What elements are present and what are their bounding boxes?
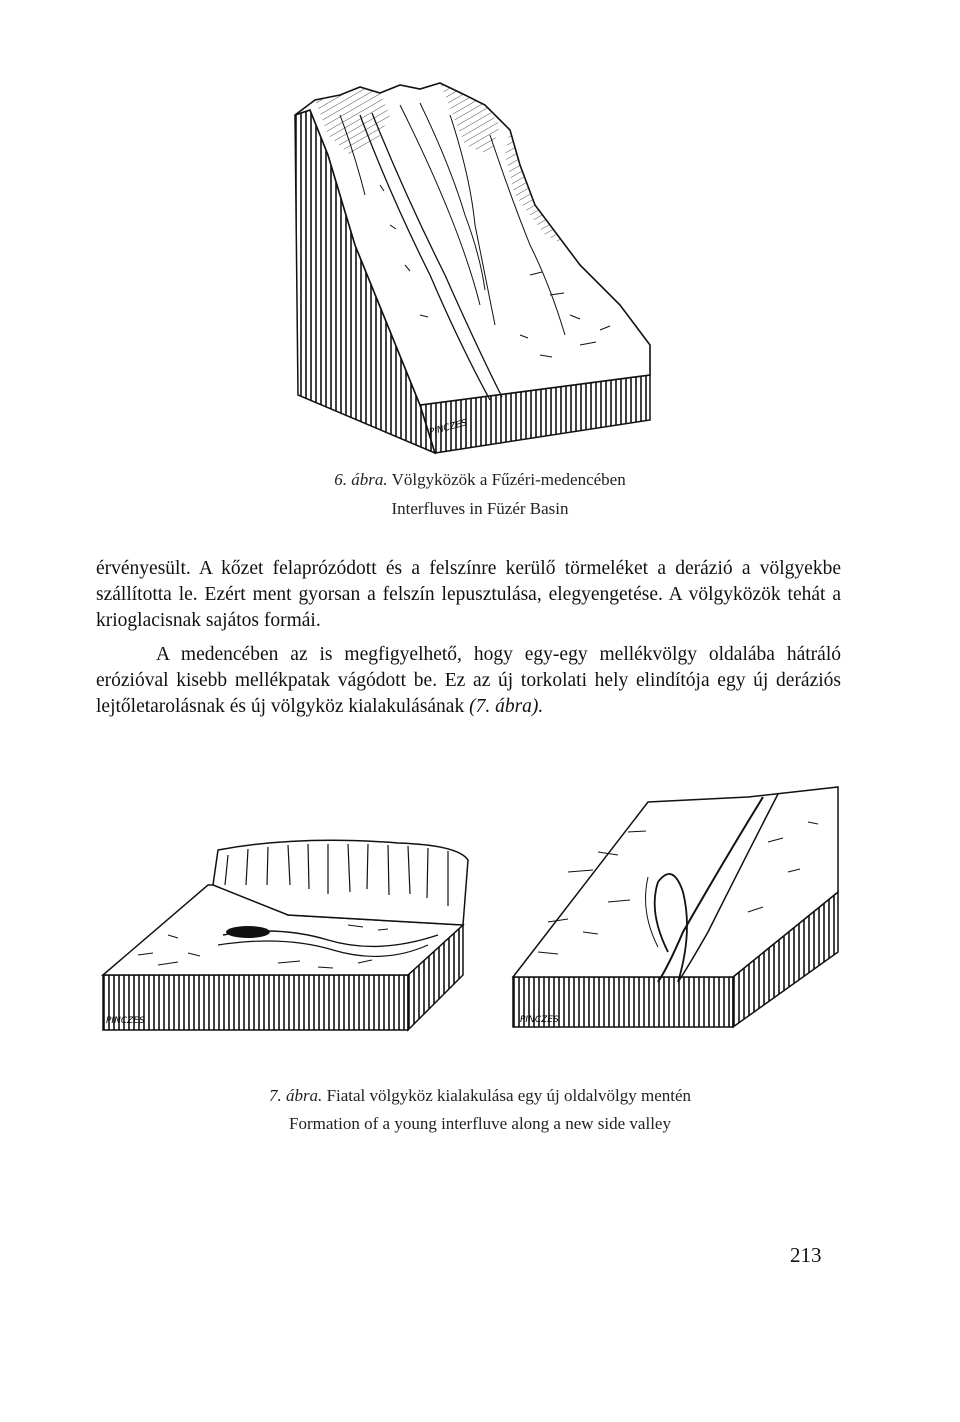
- figure-7-number: 7. ábra.: [268, 1086, 323, 1105]
- figure-7-caption-text: Fiatal völgyköz kialakulása egy új oldalvölgy mentén: [326, 1086, 692, 1105]
- figure-6-signature: PINCZES: [428, 418, 469, 438]
- paragraph-2: [96, 642, 841, 720]
- figure-7-right-illustration: [508, 782, 848, 1032]
- young-interfluve-block-right: [508, 782, 848, 1032]
- figure-7-caption: [0, 1086, 960, 1106]
- figure-6-caption-text: Völgyközök a Fűzéri-medencében: [391, 470, 626, 489]
- young-interfluve-block-left: [98, 835, 483, 1035]
- interfluve-block-diagram: [280, 75, 680, 465]
- figure-6-caption: [0, 470, 960, 490]
- figure-6-illustration: [280, 75, 680, 465]
- figure-7-left-signature: PINCZES: [106, 1016, 145, 1026]
- body-text: [96, 556, 841, 720]
- figure-7-left-illustration: [98, 835, 483, 1035]
- paragraph-1: érvényesült. A kőzet felaprózódott és a felszínre kerülő törmeléket a derázió a völgyekbe szállította le. Ezért ment gyorsan a felszín lepusztulása, elegyengetése. A völgyközök tehát a krioglacisnak sajátos formái.: [96, 558, 841, 631]
- figure-7-reference: (7. ábra).: [469, 696, 544, 717]
- figure-6-caption-english: Interfluves in Füzér Basin: [391, 499, 569, 518]
- paragraph-2-text: A medencében az is megfigyelhető, hogy egy-egy mellékvölgy oldalába hátráló erózióval kisebb mellékpatak vágódott be. Ez az új torkolati hely elindítója egy új deráziós lejtőletarolásnak és új völgyköz kialakulásának: [96, 644, 841, 717]
- figure-7-right-signature: PINCZES: [520, 1015, 559, 1025]
- figure-6-number: 6. ábra.: [334, 470, 388, 489]
- page-number: 213: [790, 1243, 822, 1267]
- figure-7-caption-english: Formation of a young interfluve along a new side valley: [289, 1114, 671, 1133]
